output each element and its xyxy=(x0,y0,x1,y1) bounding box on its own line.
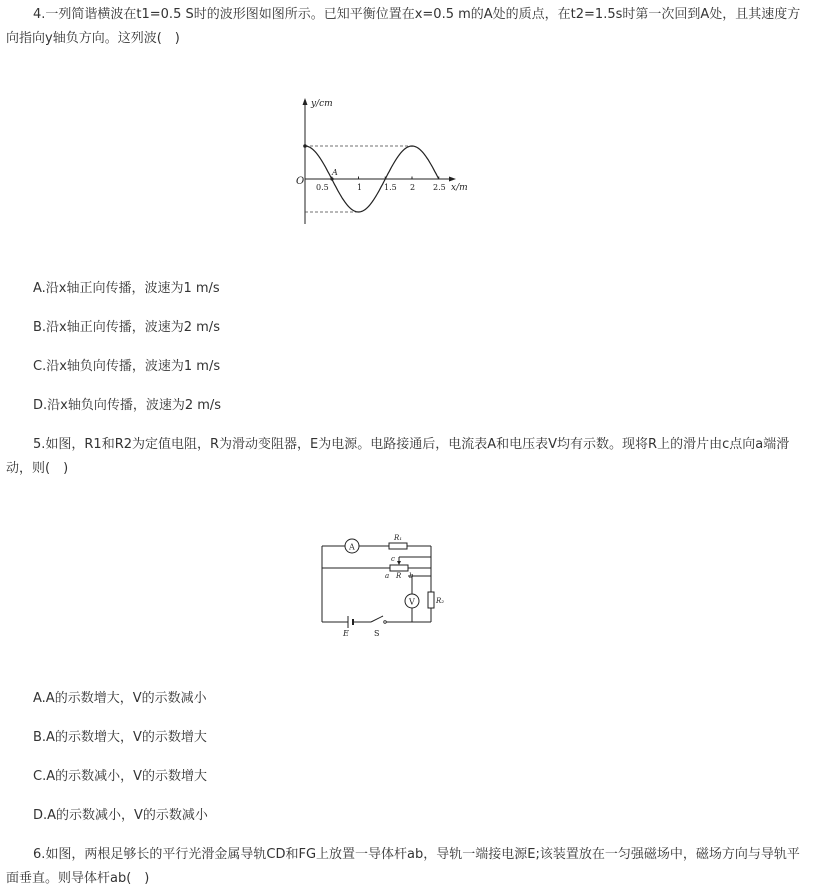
tick-label-0-5: 0.5 xyxy=(316,183,329,192)
switch-contact xyxy=(384,621,387,624)
wave-start-dot xyxy=(303,144,307,148)
battery-label: E xyxy=(343,629,349,638)
q4-option-c[interactable]: C.沿x轴负向传播，波速为1 m/s xyxy=(33,359,221,374)
a-label: a xyxy=(385,572,390,580)
slider-arrow xyxy=(397,561,401,565)
q4-option-d[interactable]: D.沿x轴负向传播，波速为2 m/s xyxy=(33,398,222,413)
x-axis-label: x/m xyxy=(451,183,468,193)
voltmeter-label: V xyxy=(409,597,415,607)
switch-blade xyxy=(371,616,383,622)
point-a-label: A xyxy=(332,168,338,177)
r-label: R xyxy=(396,572,402,580)
x-axis-arrow xyxy=(449,177,456,182)
ammeter-label: A xyxy=(349,542,355,552)
resistor-r1 xyxy=(389,543,407,549)
switch-label: S xyxy=(374,629,380,638)
tick-label-1: 1 xyxy=(357,183,363,192)
tick-label-1-5: 1.5 xyxy=(384,183,397,192)
tick-label-2-5: 2.5 xyxy=(433,183,446,192)
q5-option-b[interactable]: B.A的示数增大，V的示数增大 xyxy=(33,730,207,745)
c-label: c xyxy=(391,555,395,563)
q5-option-d[interactable]: D.A的示数减小，V的示数减小 xyxy=(33,808,208,823)
circuit-figure xyxy=(315,530,455,640)
question-6-stem: 6.如图，两根足够长的平行光滑金属导轨CD和FG上放置一导体杆ab，导轨一端接电源E;该装置放在一匀强磁场中，磁场方向与导轨平面垂直。则导体杆ab( ) xyxy=(6,847,800,886)
question-4-stem: 4.一列简谐横波在t1=0.5 S时的波形图如图所示。已知平衡位置在x=0.5 m的A处的质点，在t2=1.5s时第一次回到A处，且其速度方向指向y轴负方向。这列波( ) xyxy=(6,7,801,46)
rheostat-r xyxy=(390,565,408,571)
question-5-stem: 5.如图，R1和R2为定值电阻，R为滑动变阻器，E为电源。电路接通后，电流表A和电压表V均有示数。现将R上的滑片由c点向a端滑动，则( ) xyxy=(6,437,790,476)
r1-label: R₁ xyxy=(394,534,403,542)
y-axis-arrow xyxy=(303,98,308,105)
q5-option-c[interactable]: C.A的示数减小，V的示数增大 xyxy=(33,769,207,784)
wave-graph-figure xyxy=(280,94,480,230)
resistor-r2 xyxy=(428,592,434,608)
q4-option-a[interactable]: A.沿x轴正向传播，波速为1 m/s xyxy=(33,281,220,296)
b-label: b xyxy=(409,572,414,580)
q5-option-a[interactable]: A.A的示数增大，V的示数减小 xyxy=(33,691,207,706)
y-axis-label: y/cm xyxy=(311,99,333,109)
r2-label: R₂ xyxy=(436,597,445,605)
origin-label: O xyxy=(296,176,305,187)
tick-label-2: 2 xyxy=(410,183,416,192)
q4-option-b[interactable]: B.沿x轴正向传播，波速为2 m/s xyxy=(33,320,220,335)
